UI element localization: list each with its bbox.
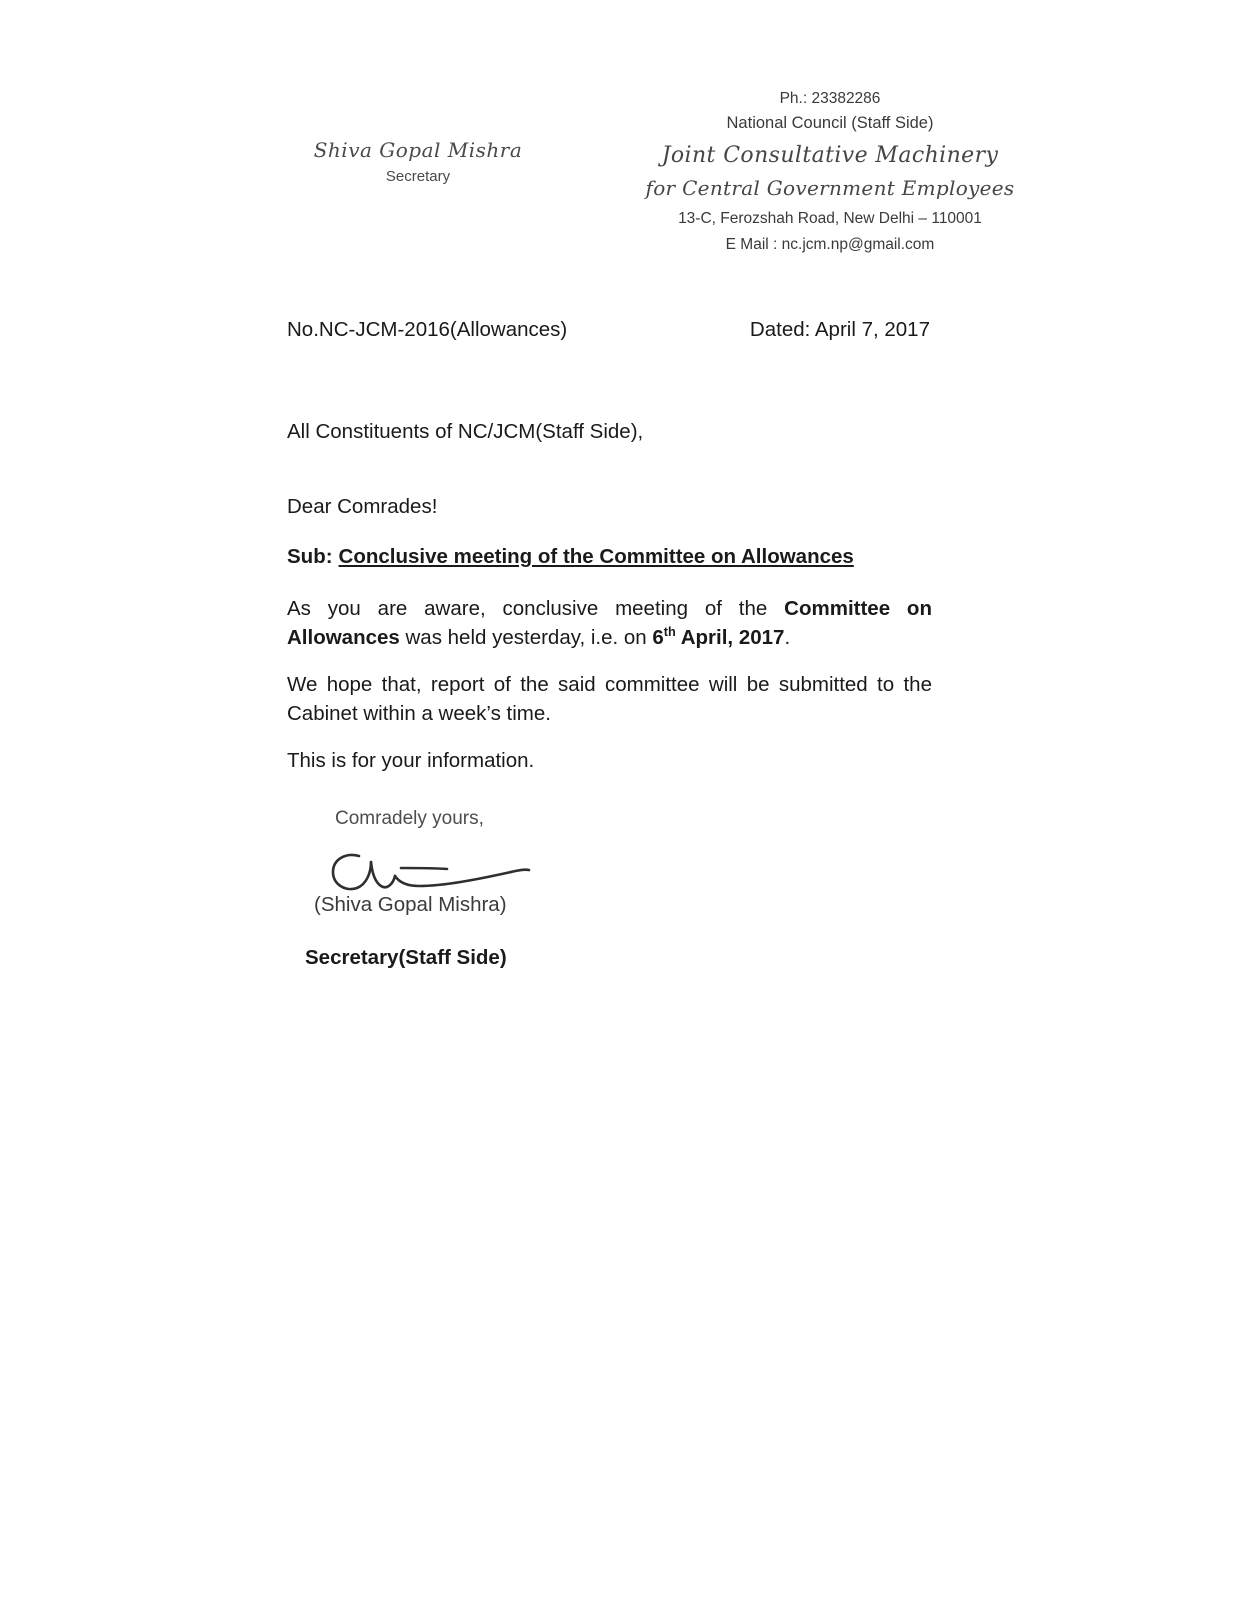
paragraph-1-part-b: was held yesterday, i.e. on [399, 626, 653, 650]
closing-text: Comradely yours, [335, 808, 484, 829]
reference-row [287, 318, 932, 342]
letterhead-org-line2: for Central Government Employees [645, 176, 1015, 201]
signature-title: Secretary(Staff Side) [305, 946, 507, 969]
addressee: All Constituents of NC/JCM(Staff Side), [287, 420, 644, 443]
paragraph-1-day: 6 [652, 626, 664, 650]
letterhead-org-block [640, 88, 1020, 256]
paragraph-1-bold-committee: Committee on Allowances [287, 597, 932, 650]
letterhead-signatory-role: Secretary [385, 168, 451, 185]
paragraph-2: We hope that, report of the said committee will be submitted to the Cabinet within a week’s time. [287, 673, 932, 726]
subject-text: Conclusive meeting of the Committee on Allowances [338, 545, 854, 568]
salutation: Dear Comrades! [287, 495, 438, 518]
signature-block [287, 808, 707, 969]
letterhead-council: National Council (Staff Side) [726, 114, 934, 133]
paragraph-1 [287, 594, 932, 652]
letterhead-email: E Mail : nc.jcm.np@gmail.com [725, 235, 935, 253]
paragraph-1-ordinal: th [663, 624, 676, 640]
paragraph-1-part-a: As you are aware, conclusive meeting of the [287, 597, 785, 620]
letterhead [0, 78, 1242, 278]
signature-name: (Shiva Gopal Mishra) [314, 893, 507, 916]
subject-line [287, 545, 854, 569]
paragraph-1-end: . [784, 626, 791, 650]
reference-number: No.NC-JCM-2016(Allowances) [287, 318, 568, 341]
paragraph-3: This is for your information. [287, 749, 535, 772]
subject-label: Sub: [287, 545, 333, 568]
letterhead-org-line1: Joint Consultative Machinery [661, 143, 999, 169]
letterhead-address: 13-C, Ferozshah Road, New Delhi – 110001 [678, 210, 982, 228]
letterhead-phone: Ph.: 23382286 [779, 90, 881, 107]
letter-date: Dated: April 7, 2017 [749, 318, 930, 341]
letterhead-signatory-block [288, 138, 548, 185]
paragraph-1-bold-date: April, 2017 [675, 626, 785, 650]
letterhead-signatory-name: Shiva Gopal Mishra [313, 138, 523, 162]
